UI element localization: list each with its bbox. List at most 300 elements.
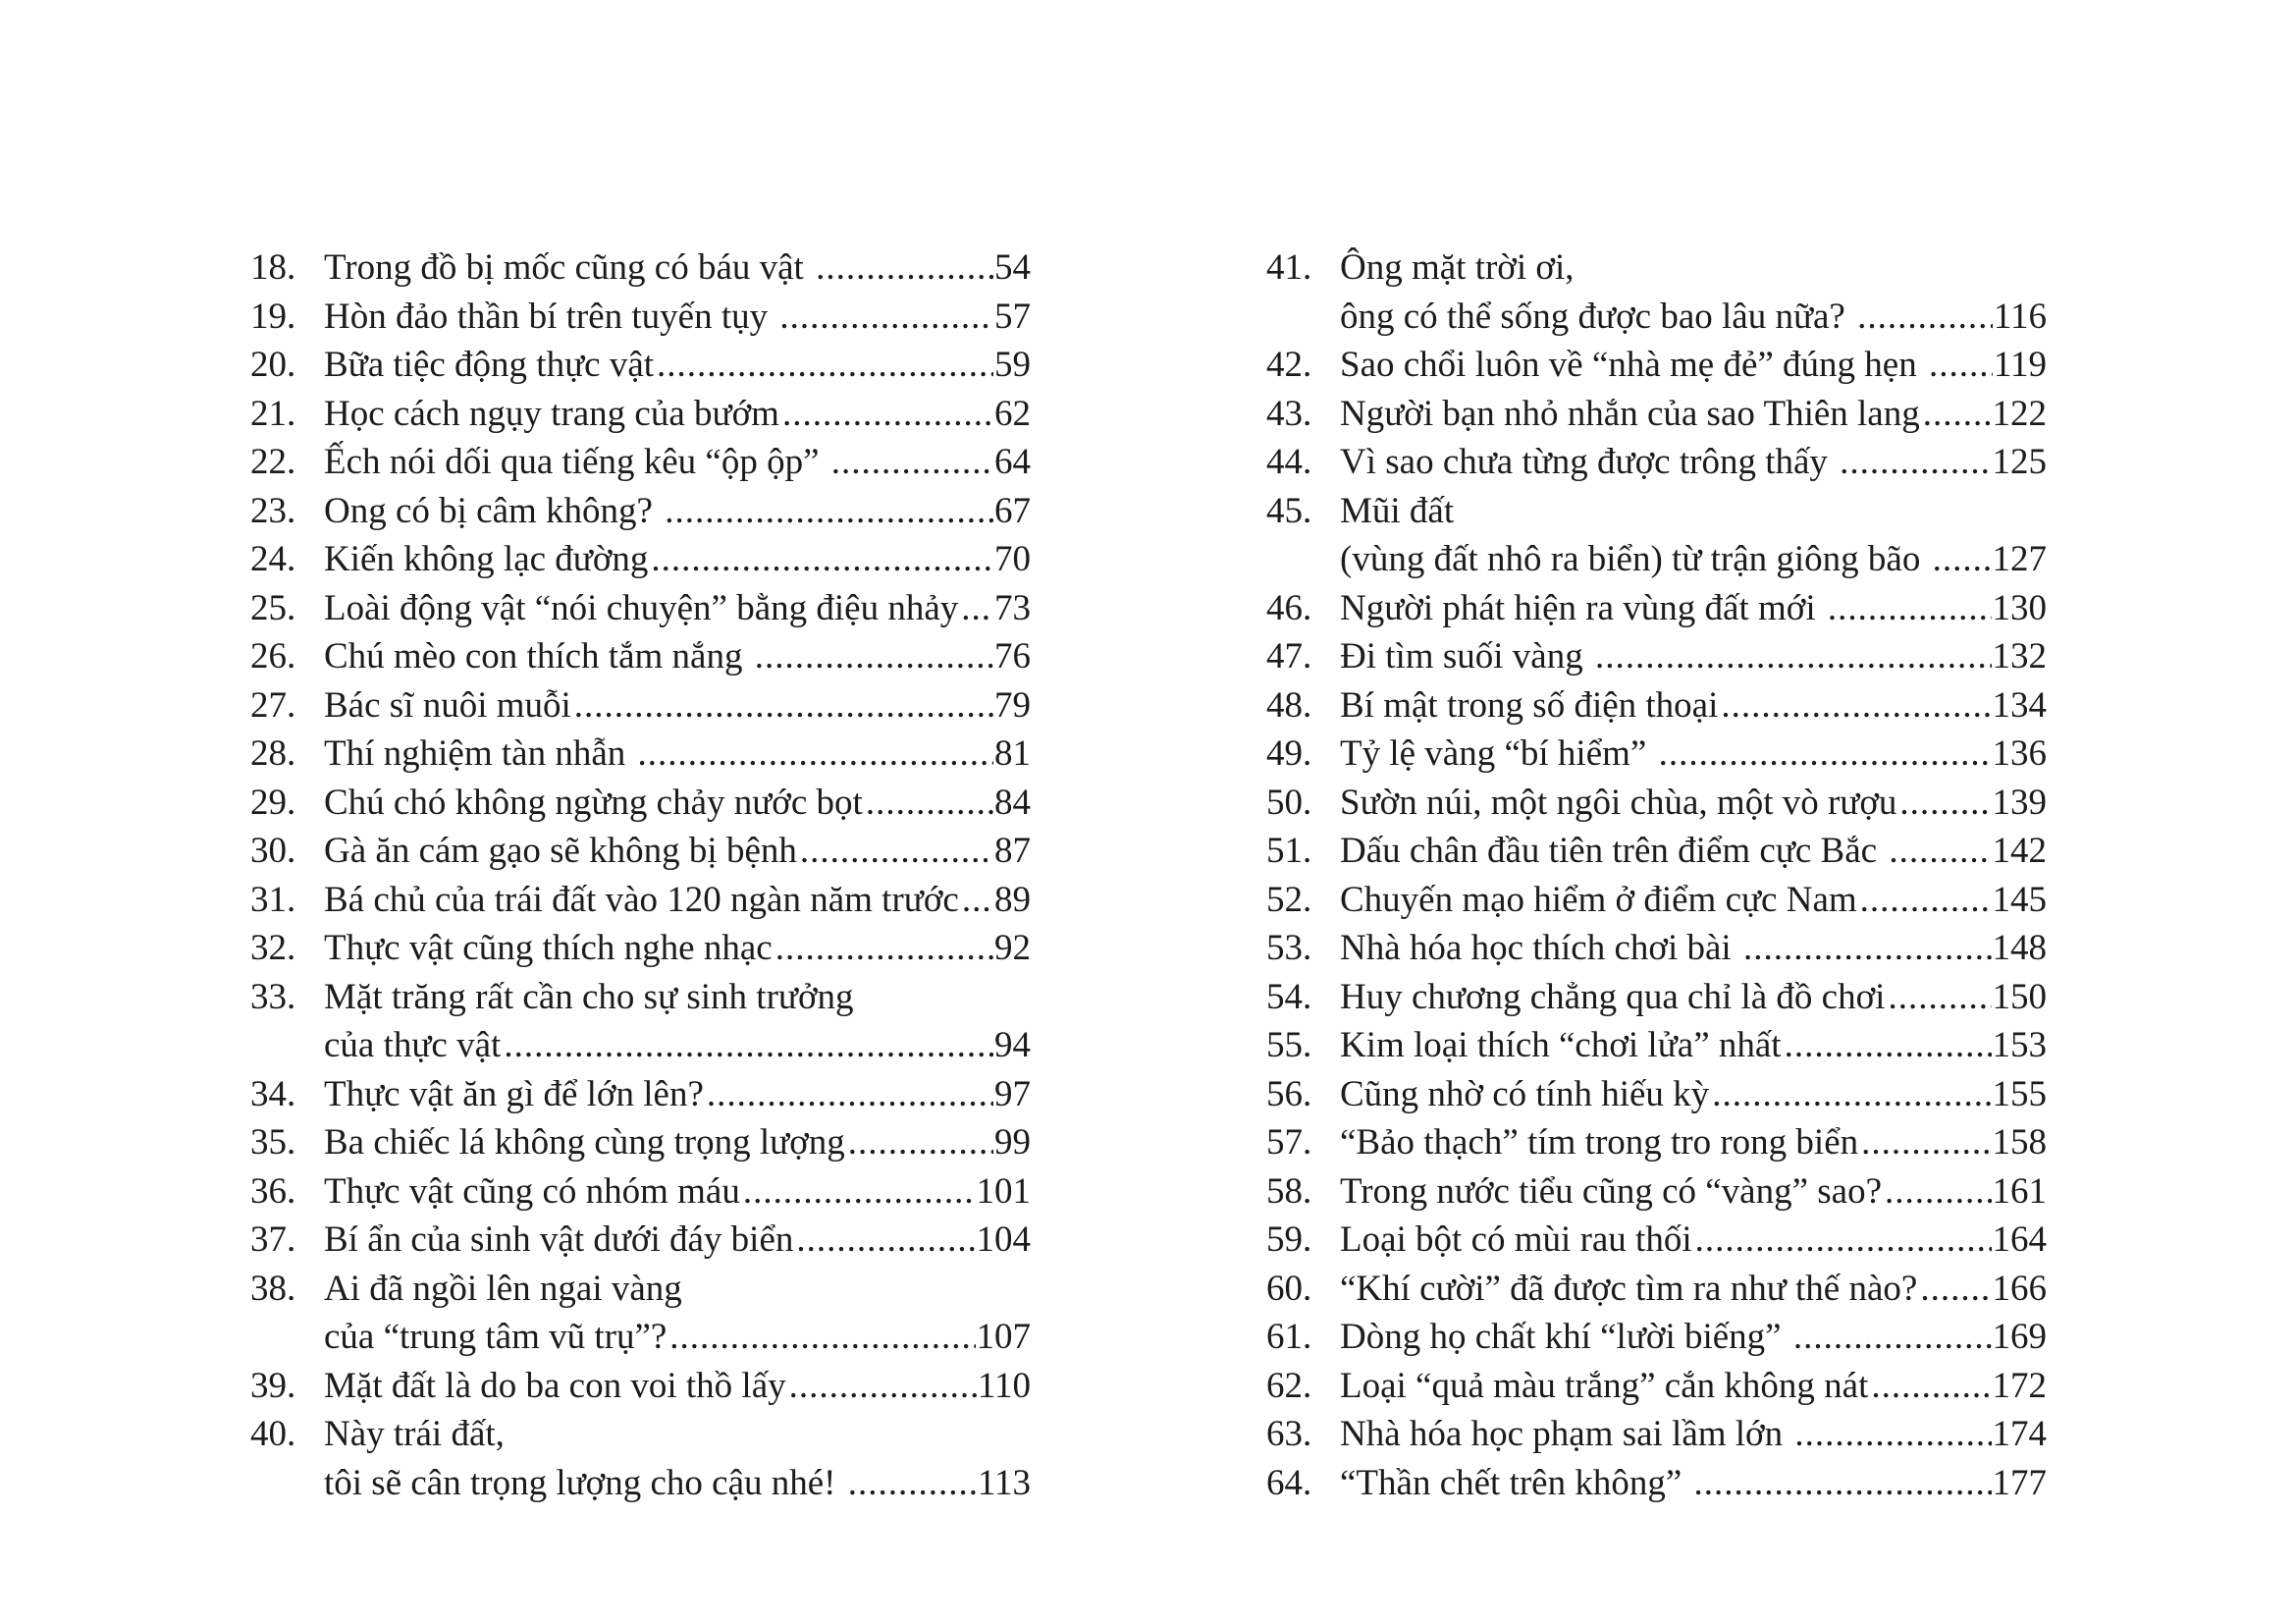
toc-entry-title: Mặt đất là do ba con voi thồ lấy bbox=[324, 1365, 786, 1406]
toc-entry bbox=[250, 876, 1031, 925]
dot-leader bbox=[816, 244, 993, 293]
toc-entry-number: 49. bbox=[1266, 733, 1312, 774]
toc-entry-title: Dòng họ chất khí “lười biếng” bbox=[1340, 1317, 1790, 1357]
toc-entry-body bbox=[1340, 924, 2047, 973]
toc-entry-title: Đi tìm suối vàng bbox=[1340, 636, 1592, 677]
toc-entry-number: 18. bbox=[250, 247, 296, 288]
toc-entry-line bbox=[1340, 827, 2047, 876]
toc-entry-page: 113 bbox=[977, 1462, 1031, 1503]
toc-entry-page: 139 bbox=[1992, 782, 2047, 823]
toc-entry-page: 79 bbox=[994, 684, 1031, 726]
toc-entry-page: 81 bbox=[994, 733, 1031, 774]
toc-entry-page: 84 bbox=[994, 782, 1031, 823]
toc-entry-number: 43. bbox=[1266, 393, 1312, 434]
toc-entry-number: 29. bbox=[250, 782, 296, 823]
toc-entry-title: Bí mật trong số điện thoại bbox=[1340, 684, 1719, 726]
toc-entry-body bbox=[324, 924, 1031, 973]
toc-entry-body bbox=[1340, 681, 2047, 731]
toc-entry-body bbox=[324, 730, 1031, 779]
toc-entry-page: 174 bbox=[1992, 1414, 2047, 1454]
toc-entry-body bbox=[324, 390, 1031, 439]
toc-entry-body bbox=[1340, 341, 2047, 390]
toc-entry-title: Sườn núi, một ngôi chùa, một vò rượu bbox=[1340, 782, 1897, 823]
toc-entry-line bbox=[1340, 1313, 2047, 1362]
toc-entry-line bbox=[1340, 390, 2047, 439]
toc-entry-page: 155 bbox=[1992, 1073, 2047, 1114]
toc-entry-page: 54 bbox=[994, 247, 1031, 288]
toc-entry-page: 125 bbox=[1992, 442, 2047, 482]
toc-entry-body bbox=[324, 1070, 1031, 1119]
toc-entry-number: 38. bbox=[250, 1268, 296, 1309]
toc-entry-line bbox=[324, 535, 1031, 584]
toc-entry-body bbox=[324, 827, 1031, 876]
dot-leader bbox=[1929, 341, 1993, 390]
toc-entry bbox=[250, 632, 1031, 681]
toc-column-right bbox=[1266, 244, 2047, 1507]
toc-entry-body bbox=[1340, 1410, 2047, 1459]
toc-entry-page: 150 bbox=[1992, 976, 2047, 1017]
toc-entry-number: 23. bbox=[250, 490, 296, 531]
toc-entry-number: 55. bbox=[1266, 1025, 1312, 1065]
toc-entry-body bbox=[324, 1410, 1031, 1507]
dot-leader bbox=[1793, 1313, 1992, 1362]
toc-entry bbox=[1266, 1167, 2047, 1217]
toc-entry-number: 61. bbox=[1266, 1317, 1312, 1357]
dot-leader bbox=[1595, 632, 1992, 681]
toc-entry-body bbox=[1340, 827, 2047, 876]
toc-entry-page: 158 bbox=[1992, 1122, 2047, 1163]
toc-entry-page: 127 bbox=[1992, 539, 2047, 579]
toc-entry-number: 20. bbox=[250, 345, 296, 385]
dot-leader bbox=[800, 827, 993, 876]
toc-entry bbox=[1266, 341, 2047, 390]
toc-entry-page: 57 bbox=[994, 296, 1031, 337]
toc-entry-number: 64. bbox=[1266, 1462, 1312, 1503]
toc-entry bbox=[1266, 876, 2047, 925]
toc-entry bbox=[1266, 779, 2047, 828]
toc-entry bbox=[1266, 730, 2047, 779]
toc-entry-line bbox=[324, 1118, 1031, 1167]
toc-entry bbox=[250, 1118, 1031, 1167]
toc-entry bbox=[1266, 1216, 2047, 1265]
toc-entry-body bbox=[324, 1118, 1031, 1167]
dot-leader bbox=[866, 779, 993, 828]
toc-entry-line bbox=[324, 1362, 1031, 1411]
dot-leader bbox=[1712, 1070, 1991, 1119]
toc-entry bbox=[250, 438, 1031, 487]
toc-entry bbox=[1266, 438, 2047, 487]
dot-leader bbox=[1659, 730, 1992, 779]
toc-entry-number: 26. bbox=[250, 636, 296, 677]
toc-entry-page: 153 bbox=[1992, 1025, 2047, 1065]
toc-entry-page: 64 bbox=[994, 442, 1031, 482]
dot-leader bbox=[1785, 1021, 1992, 1070]
toc-entry-line bbox=[324, 390, 1031, 439]
dot-leader bbox=[831, 438, 993, 487]
toc-entry bbox=[250, 730, 1031, 779]
toc-entry-number: 59. bbox=[1266, 1219, 1312, 1260]
toc-entry-body bbox=[1340, 1459, 2047, 1508]
toc-entry-title: Hòn đảo thần bí trên tuyến tụy bbox=[324, 296, 777, 337]
dot-leader bbox=[796, 1216, 975, 1265]
toc-entry-body bbox=[324, 1362, 1031, 1411]
toc-entry-line bbox=[324, 1070, 1031, 1119]
toc-entry-title: Bí ẩn của sinh vật dưới đáy biển bbox=[324, 1219, 794, 1260]
toc-entry-body bbox=[1340, 1216, 2047, 1265]
toc-entry-page: 73 bbox=[994, 587, 1031, 628]
toc-entry-number: 60. bbox=[1266, 1268, 1312, 1309]
toc-entry-body bbox=[324, 1265, 1031, 1362]
toc-entry-line bbox=[324, 973, 1031, 1022]
toc-entry-number: 56. bbox=[1266, 1073, 1312, 1114]
toc-entry bbox=[250, 1216, 1031, 1265]
toc-entry bbox=[250, 681, 1031, 731]
toc-entry bbox=[1266, 924, 2047, 973]
toc-entry-title: Người bạn nhỏ nhắn của sao Thiên lang bbox=[1340, 393, 1920, 434]
toc-entry-body bbox=[1340, 1118, 2047, 1167]
toc-entry-line bbox=[1340, 973, 2047, 1022]
toc-entry bbox=[250, 827, 1031, 876]
toc-entry-page: 172 bbox=[1992, 1365, 2047, 1406]
toc-entry-body bbox=[1340, 1021, 2047, 1070]
toc-entry-line bbox=[1340, 293, 2047, 342]
toc-entry-page: 76 bbox=[994, 636, 1031, 677]
toc-entry-line bbox=[324, 730, 1031, 779]
toc-entry-number: 58. bbox=[1266, 1170, 1312, 1212]
toc-entry-title: Mặt trăng rất cần cho sự sinh trưởng bbox=[324, 976, 854, 1017]
toc-entry-body bbox=[1340, 487, 2047, 584]
toc-entry-line bbox=[324, 681, 1031, 731]
toc-entry bbox=[1266, 487, 2047, 584]
toc-entry bbox=[1266, 1459, 2047, 1508]
toc-entry-number: 27. bbox=[250, 684, 296, 726]
dot-leader bbox=[669, 1313, 975, 1362]
toc-entry-title: Loại bột có mùi rau thối bbox=[1340, 1219, 1692, 1260]
toc-entry-title: tôi sẽ cân trọng lượng cho cậu nhé! bbox=[324, 1462, 845, 1503]
dot-leader bbox=[1695, 1216, 1992, 1265]
toc-entry-body bbox=[324, 1167, 1031, 1217]
toc-entry bbox=[250, 584, 1031, 633]
toc-entry-title: Trong đồ bị mốc cũng có báu vật bbox=[324, 247, 814, 288]
toc-entry bbox=[250, 1070, 1031, 1119]
dot-leader bbox=[1899, 779, 1991, 828]
dot-leader bbox=[1721, 681, 1991, 731]
toc-entry-page: 177 bbox=[1992, 1462, 2047, 1503]
toc-entry-page: 119 bbox=[1993, 345, 2047, 385]
toc-entry-page: 62 bbox=[994, 393, 1031, 434]
toc-entry bbox=[250, 390, 1031, 439]
toc-entry bbox=[1266, 1118, 2047, 1167]
toc-entry-page: 136 bbox=[1992, 733, 2047, 774]
dot-leader bbox=[1861, 1118, 1991, 1167]
toc-entry-number: 25. bbox=[250, 587, 296, 628]
toc-entry-page: 142 bbox=[1992, 831, 2047, 871]
toc-entry-title: “Khí cười” đã được tìm ra như thế nào? bbox=[1340, 1268, 1918, 1309]
dot-leader bbox=[1828, 584, 1992, 633]
toc-entry-title: Nhà hóa học thích chơi bài bbox=[1340, 928, 1740, 968]
toc-entry-number: 52. bbox=[1266, 879, 1312, 920]
dot-leader bbox=[1889, 827, 1991, 876]
toc-entry-number: 45. bbox=[1266, 490, 1312, 531]
toc-entry-page: 161 bbox=[1992, 1170, 2047, 1212]
toc-entry-number: 48. bbox=[1266, 684, 1312, 726]
toc-entry-line bbox=[1340, 1167, 2047, 1217]
toc-entry-number: 30. bbox=[250, 831, 296, 871]
dot-leader bbox=[1794, 1410, 1991, 1459]
dot-leader bbox=[1694, 1459, 1992, 1508]
toc-entry bbox=[1266, 827, 2047, 876]
toc-entry-page: 107 bbox=[976, 1317, 1031, 1357]
toc-entry-number: 50. bbox=[1266, 782, 1312, 823]
dot-leader bbox=[1840, 438, 1991, 487]
toc-entry-line bbox=[324, 827, 1031, 876]
toc-entry bbox=[1266, 390, 2047, 439]
toc-entry-title: Ông mặt trời ơi, bbox=[1340, 247, 1575, 288]
toc-entry-number: 40. bbox=[250, 1414, 296, 1454]
toc-entry-line bbox=[1340, 1216, 2047, 1265]
toc-entry-body bbox=[1340, 632, 2047, 681]
toc-entry-page: 132 bbox=[1992, 636, 2047, 677]
toc-entry-title: Bá chủ của trái đất vào 120 ngàn năm trước bbox=[324, 879, 959, 920]
toc-entry-title: Ong có bị câm không? bbox=[324, 490, 663, 531]
toc-entry-page: 122 bbox=[1992, 393, 2047, 434]
toc-entry-body bbox=[1340, 973, 2047, 1022]
toc-entry-page: 110 bbox=[977, 1365, 1031, 1406]
toc-entry bbox=[250, 244, 1031, 293]
toc-entry-body bbox=[1340, 1167, 2047, 1217]
toc-entry-number: 33. bbox=[250, 976, 296, 1017]
toc-entry-line bbox=[1340, 730, 2047, 779]
toc-entry bbox=[1266, 973, 2047, 1022]
dot-leader bbox=[1888, 973, 1991, 1022]
dot-leader bbox=[504, 1021, 993, 1070]
dot-leader bbox=[1857, 293, 1993, 342]
toc-entry-body bbox=[324, 438, 1031, 487]
toc-entry bbox=[250, 487, 1031, 536]
toc-entry bbox=[1266, 584, 2047, 633]
dot-leader bbox=[961, 584, 993, 633]
dot-leader bbox=[651, 535, 993, 584]
toc-entry-line bbox=[1340, 1410, 2047, 1459]
toc-entry-page: 99 bbox=[994, 1122, 1031, 1163]
toc-entry-title: của “trung tâm vũ trụ”? bbox=[324, 1317, 667, 1357]
dot-leader bbox=[657, 341, 993, 390]
toc-entry-number: 44. bbox=[1266, 442, 1312, 482]
toc-entry-title: Chú mèo con thích tắm nắng bbox=[324, 636, 752, 677]
toc-entry-title: Thí nghiệm tàn nhẫn bbox=[324, 733, 635, 774]
toc-entry-body bbox=[1340, 1313, 2047, 1362]
toc-entry-line bbox=[324, 341, 1031, 390]
toc-entry-line bbox=[324, 244, 1031, 293]
toc-entry bbox=[250, 1410, 1031, 1507]
toc-entry-page: 116 bbox=[1993, 296, 2047, 337]
dot-leader bbox=[779, 293, 993, 342]
toc-entry-page: 59 bbox=[994, 345, 1031, 385]
toc-entry-body bbox=[1340, 390, 2047, 439]
toc-entry-line bbox=[1340, 1362, 2047, 1411]
toc-entry bbox=[250, 341, 1031, 390]
toc-entry-line bbox=[324, 632, 1031, 681]
toc-entry-title: Mũi đất bbox=[1340, 490, 1455, 531]
toc-entry bbox=[250, 973, 1031, 1070]
toc-entry-page: 145 bbox=[1992, 879, 2047, 920]
toc-entry-title: Kim loại thích “chơi lửa” nhất bbox=[1340, 1025, 1782, 1065]
toc-entry-number: 21. bbox=[250, 393, 296, 434]
toc-entry-number: 57. bbox=[1266, 1122, 1312, 1163]
dot-leader bbox=[782, 390, 993, 439]
dot-leader bbox=[574, 681, 993, 731]
toc-entry-line bbox=[1340, 244, 2047, 293]
toc-entry-body bbox=[1340, 1070, 2047, 1119]
toc-entry bbox=[1266, 1313, 2047, 1362]
toc-entry-page: 134 bbox=[1992, 684, 2047, 726]
toc-entry-body bbox=[324, 973, 1031, 1070]
toc-entry-body bbox=[1340, 779, 2047, 828]
toc-entry-title: Người phát hiện ra vùng đất mới bbox=[1340, 587, 1825, 628]
toc-entry-line bbox=[324, 1167, 1031, 1217]
toc-entry-number: 34. bbox=[250, 1073, 296, 1114]
toc-entry bbox=[250, 1362, 1031, 1411]
toc-entry-title: Chú chó không ngừng chảy nước bọt bbox=[324, 782, 863, 823]
toc-entry-number: 46. bbox=[1266, 587, 1312, 628]
toc-entry-body bbox=[324, 244, 1031, 293]
toc-entry bbox=[250, 535, 1031, 584]
toc-entry-line bbox=[1340, 584, 2047, 633]
toc-entry bbox=[1266, 1265, 2047, 1314]
toc-entry-title: Ai đã ngồi lên ngai vàng bbox=[324, 1268, 682, 1309]
dot-leader bbox=[1860, 876, 1992, 925]
toc-entry-number: 39. bbox=[250, 1365, 296, 1406]
toc-entry-page: 89 bbox=[994, 879, 1031, 920]
toc-entry bbox=[1266, 1410, 2047, 1459]
toc-entry-title: Trong nước tiểu cũng có “vàng” sao? bbox=[1340, 1170, 1883, 1212]
toc-entry-line bbox=[324, 1313, 1031, 1362]
dot-leader bbox=[755, 632, 993, 681]
toc-entry bbox=[1266, 1362, 2047, 1411]
toc-entry-body bbox=[1340, 730, 2047, 779]
toc-entry-title: (vùng đất nhô ra biển) từ trận giông bão bbox=[1340, 539, 1930, 579]
toc-entry-line bbox=[324, 1459, 1031, 1508]
toc-entry-title: Cũng nhờ có tính hiếu kỳ bbox=[1340, 1073, 1710, 1114]
toc-entry-number: 63. bbox=[1266, 1414, 1312, 1454]
toc-entry-page: 97 bbox=[994, 1073, 1031, 1114]
toc-entry-line bbox=[324, 584, 1031, 633]
toc-entry-number: 54. bbox=[1266, 976, 1312, 1017]
toc-entry-title: của thực vật bbox=[324, 1025, 502, 1065]
dot-leader bbox=[1743, 924, 1992, 973]
toc-entry-number: 37. bbox=[250, 1219, 296, 1260]
toc-entry-line bbox=[1340, 535, 2047, 584]
toc-entry-body bbox=[1340, 876, 2047, 925]
toc-entry-title: Loài động vật “nói chuyện” bằng điệu nhảy bbox=[324, 587, 959, 628]
toc-column-left bbox=[250, 244, 1031, 1507]
toc-entry-page: 166 bbox=[1992, 1268, 2047, 1309]
toc-entry-number: 47. bbox=[1266, 636, 1312, 677]
toc-entry-number: 36. bbox=[250, 1170, 296, 1212]
toc-entry-number: 22. bbox=[250, 442, 296, 482]
dot-leader bbox=[848, 1118, 993, 1167]
toc-entry-line bbox=[1340, 341, 2047, 390]
toc-entry-title: Vì sao chưa từng được trông thấy bbox=[1340, 442, 1838, 482]
toc-entry-page: 104 bbox=[976, 1219, 1031, 1260]
toc-entry-body bbox=[324, 1216, 1031, 1265]
toc-entry-line bbox=[1340, 1021, 2047, 1070]
toc-entry-line bbox=[324, 1410, 1031, 1459]
toc-entry-number: 51. bbox=[1266, 831, 1312, 871]
toc-entry-page: 70 bbox=[994, 539, 1031, 579]
toc-entry-title: Học cách ngụy trang của bướm bbox=[324, 393, 779, 434]
toc-entry-title: Thực vật cũng có nhóm máu bbox=[324, 1170, 740, 1212]
toc-entry-page: 87 bbox=[994, 831, 1031, 871]
dot-leader bbox=[1871, 1362, 1991, 1411]
toc-entry-body bbox=[324, 487, 1031, 536]
toc-entry-title: Thực vật ăn gì để lớn lên? bbox=[324, 1073, 704, 1114]
dot-leader bbox=[665, 487, 993, 536]
toc-entry-title: Dấu chân đầu tiên trên điểm cực Bắc bbox=[1340, 831, 1887, 871]
toc-entry-title: Bữa tiệc động thực vật bbox=[324, 345, 655, 385]
toc-entry-title: Ba chiếc lá không cùng trọng lượng bbox=[324, 1122, 845, 1163]
toc-entry-title: Kiến không lạc đường bbox=[324, 539, 649, 579]
toc-entry-title: ông có thể sống được bao lâu nữa? bbox=[1340, 296, 1855, 337]
toc-entry-line bbox=[1340, 779, 2047, 828]
toc-entry-line bbox=[1340, 1265, 2047, 1314]
toc-entry-number: 35. bbox=[250, 1122, 296, 1163]
toc-entry-number: 32. bbox=[250, 928, 296, 968]
toc-entry-body bbox=[1340, 244, 2047, 341]
toc-entry-line bbox=[1340, 876, 2047, 925]
toc-entry-number: 42. bbox=[1266, 345, 1312, 385]
dot-leader bbox=[1923, 390, 1992, 439]
toc-entry-body bbox=[1340, 584, 2047, 633]
toc-entry-number: 24. bbox=[250, 539, 296, 579]
toc-entry-number: 53. bbox=[1266, 928, 1312, 968]
toc-entry-line bbox=[1340, 1459, 2047, 1508]
toc-entry-line bbox=[1340, 487, 2047, 536]
toc-entry-number: 31. bbox=[250, 879, 296, 920]
toc-entry-page: 169 bbox=[1992, 1317, 2047, 1357]
dot-leader bbox=[638, 730, 994, 779]
toc-entry-line bbox=[1340, 1118, 2047, 1167]
toc-entry-page: 101 bbox=[976, 1170, 1031, 1212]
toc-entry bbox=[250, 293, 1031, 342]
toc-entry-line bbox=[1340, 438, 2047, 487]
toc-entry-title: Thực vật cũng thích nghe nhạc bbox=[324, 928, 773, 968]
toc-entry-line bbox=[324, 293, 1031, 342]
toc-entry-number: 62. bbox=[1266, 1365, 1312, 1406]
toc-entry bbox=[1266, 1021, 2047, 1070]
toc-entry-line bbox=[324, 924, 1031, 973]
toc-entry-body bbox=[324, 632, 1031, 681]
toc-entry bbox=[250, 779, 1031, 828]
toc-entry-page: 130 bbox=[1992, 587, 2047, 628]
toc-entry-line bbox=[324, 779, 1031, 828]
toc-entry bbox=[1266, 244, 2047, 341]
dot-leader bbox=[1933, 535, 1992, 584]
toc-entry-body bbox=[324, 293, 1031, 342]
toc-entry-body bbox=[1340, 1265, 2047, 1314]
toc-entry-number: 41. bbox=[1266, 247, 1312, 288]
toc-entry-page: 148 bbox=[1992, 928, 2047, 968]
dot-leader bbox=[962, 876, 993, 925]
toc-entry-number: 28. bbox=[250, 733, 296, 774]
toc-entry-body bbox=[1340, 438, 2047, 487]
toc-entry-title: Nhà hóa học phạm sai lầm lớn bbox=[1340, 1414, 1792, 1454]
dot-leader bbox=[743, 1167, 976, 1217]
toc-entry-body bbox=[1340, 1362, 2047, 1411]
toc-entry bbox=[1266, 632, 2047, 681]
toc-entry-line bbox=[1340, 681, 2047, 731]
toc-entry bbox=[250, 924, 1031, 973]
